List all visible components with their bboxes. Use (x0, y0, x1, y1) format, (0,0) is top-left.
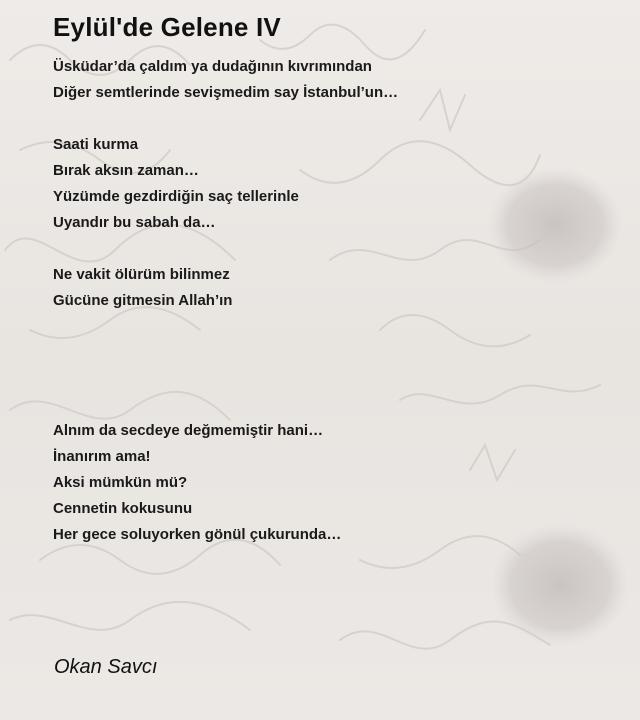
poem-content (53, 10, 623, 548)
poem-line: Üsküdar’da çaldım ya dudağının kıvrımından (53, 58, 372, 75)
poem-line: Bırak aksın zaman… (53, 162, 199, 179)
poem-line: Cennetin kokusunu (53, 500, 193, 517)
poem-line: Ne vakit ölürüm bilinmez (53, 266, 230, 283)
stanza-4 (53, 418, 623, 548)
poem-line: Uyandır bu sabah da… (53, 214, 216, 231)
poem-line: Her gece soluyorken gönül çukurunda… (53, 526, 342, 543)
poem-title: Eylül'de Gelene IV (53, 12, 281, 42)
poem-line: Saati kurma (53, 136, 139, 153)
stanza-1 (53, 54, 623, 106)
stanza-3 (53, 262, 623, 314)
stanza-2 (53, 132, 623, 236)
poem-line: Aksi mümkün mü? (53, 474, 188, 491)
poem-line: Diğer semtlerinde sevişmedim say İstanbul’un… (53, 84, 399, 101)
poem-author: Okan Savcı (54, 656, 158, 678)
poem-line: Gücüne gitmesin Allah’ın (53, 292, 233, 309)
poem-line: Yüzümde gezdirdiğin saç tellerinle (53, 188, 299, 205)
poem-line: İnanırım ama! (53, 448, 151, 465)
poem-line: Alnım da secdeye değmemiştir hani… (53, 422, 324, 439)
